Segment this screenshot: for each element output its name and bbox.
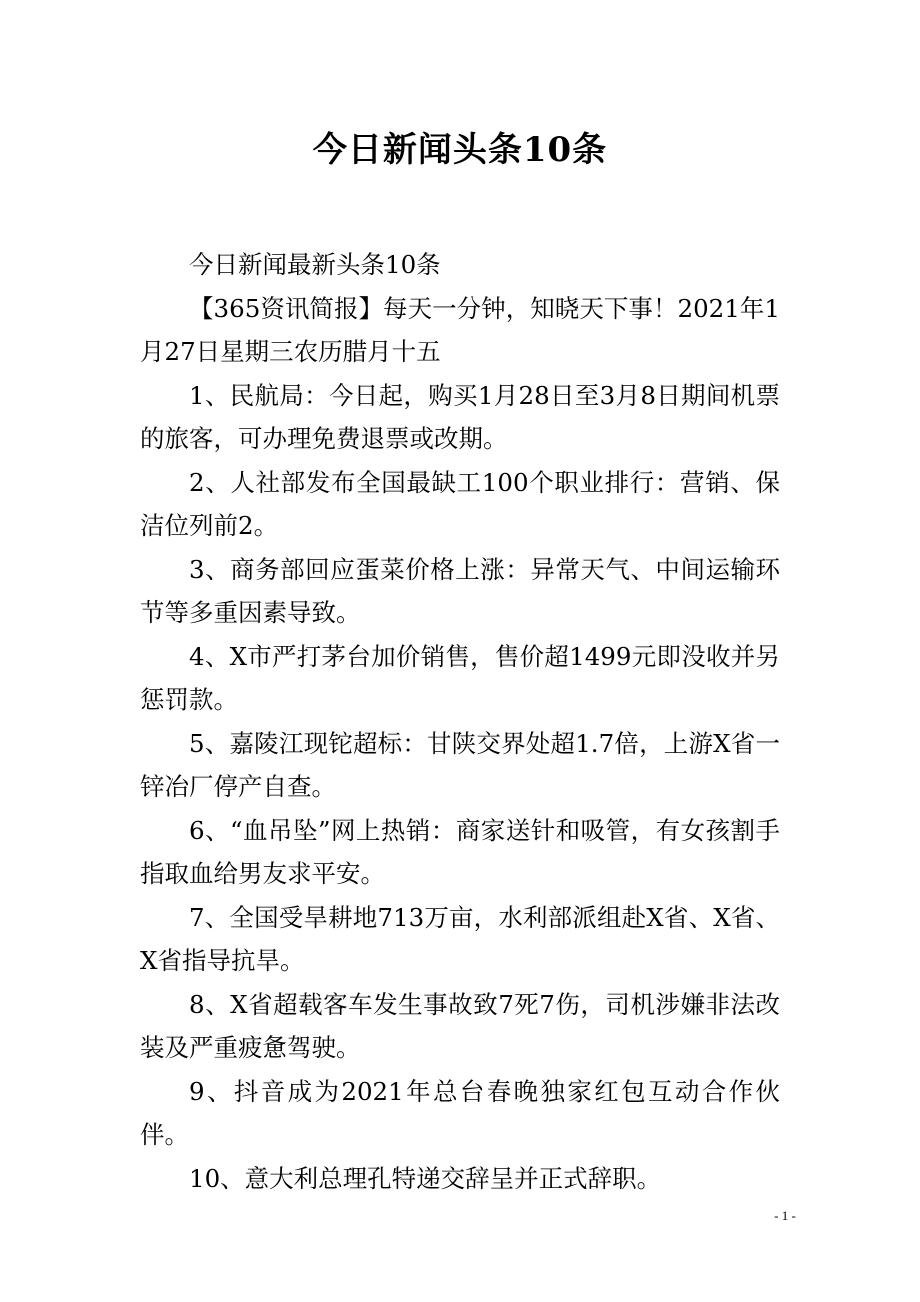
news-item-8: 8、X省超载客车发生事故致7死7伤，司机涉嫌非法改装及严重疲惫驾驶。 [140,989,780,1062]
news-item-3: 3、商务部回应蛋菜价格上涨：异常天气、中间运输环节等多重因素导致。 [140,554,780,627]
page-number-footer [0,1208,920,1224]
news-item-1: 1、民航局：今日起，购买1月28日至3月8日期间机票的旅客，可办理免费退票或改期。 [140,380,780,453]
news-item-9: 9、抖音成为2021年总台春晚独家红包互动合作伙伴。 [140,1076,780,1149]
document-body [140,243,780,1200]
news-item-7: 7、全国受旱耕地713万亩，水利部派组赴X省、X省、X省指导抗旱。 [140,902,780,975]
date-paragraph: 【365资讯简报】每天一分钟，知晓天下事！2021年1月27日星期三农历腊月十五 [140,293,780,366]
page-number: - 1 - [774,1208,796,1223]
news-item-2: 2、人社部发布全国最缺工100个职业排行：营销、保洁位列前2。 [140,467,780,540]
news-item-6: 6、“血吊坠”网上热销：商家送针和吸管，有女孩割手指取血给男友求平安。 [140,815,780,888]
news-item-10: 10、意大利总理孔特递交辞呈并正式辞职。 [189,1163,662,1193]
news-item-4: 4、X市严打茅台加价销售，售价超1499元即没收并另惩罚款。 [140,641,780,714]
subtitle-paragraph: 今日新闻最新头条10条 [189,250,441,279]
news-item-5: 5、嘉陵江现铊超标：甘陕交界处超1.7倍，上游X省一锌冶厂停产自查。 [140,728,780,801]
document-title: 今日新闻头条10条 [312,130,608,170]
